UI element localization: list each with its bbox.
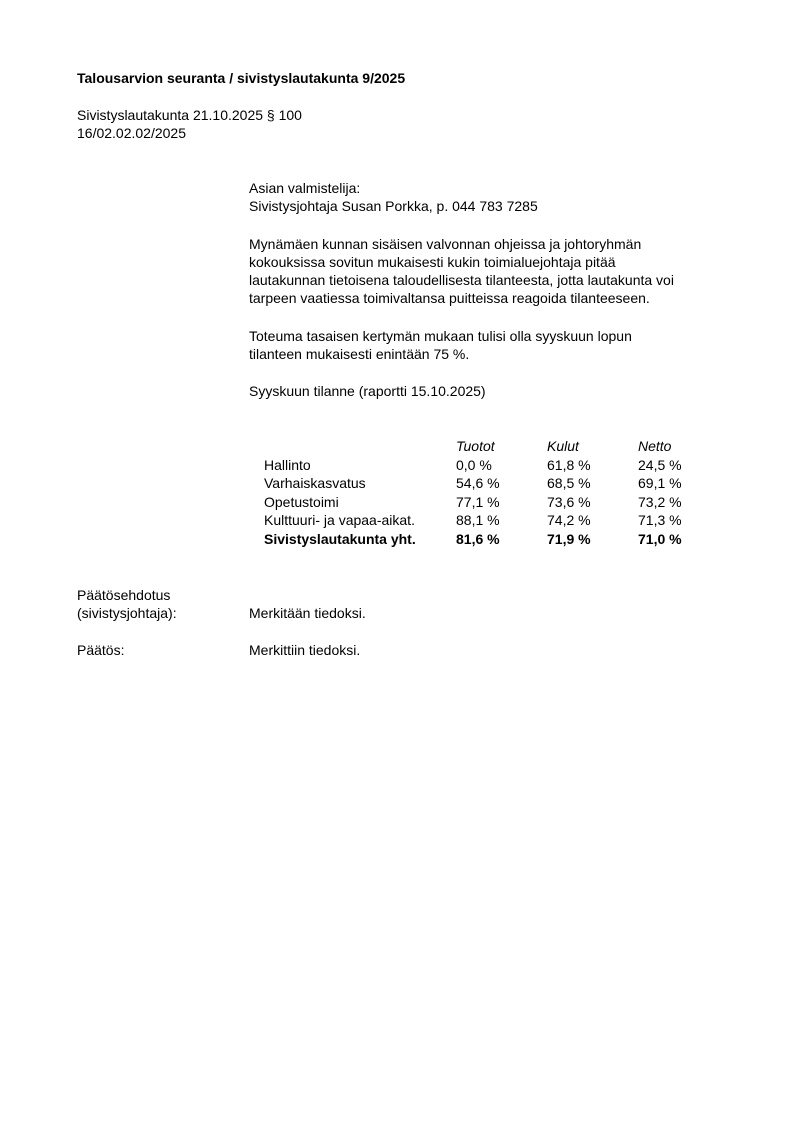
preparer-name: Sivistysjohtaja Susan Porkka, p. 044 783 7285 [249, 198, 538, 214]
decision-label: Päätös: [77, 642, 125, 658]
paragraph-target [249, 327, 632, 363]
table-row [262, 456, 698, 475]
row-label: Opetustoimi [264, 493, 339, 510]
cell-netto: 69,1 % [638, 475, 682, 491]
header-netto: Netto [638, 438, 672, 454]
results-table [262, 437, 698, 548]
total-netto: 71,0 % [638, 530, 682, 547]
row-label: Varhaiskasvatus [264, 475, 366, 491]
cell-kulut: 74,2 % [547, 512, 591, 528]
cell-netto: 24,5 % [638, 456, 682, 473]
document-title: Talousarvion seuranta / sivistyslautakunta 9/2025 [77, 70, 406, 86]
table-row [262, 511, 698, 530]
row-label: Hallinto [264, 456, 311, 473]
header-empty [262, 437, 456, 456]
cell-netto: 73,2 % [638, 493, 682, 510]
table-total-row [262, 530, 698, 549]
proposal-text: Merkitään tiedoksi. [249, 605, 366, 621]
paragraph-line: tilanteen mukaisesti enintään 75 %. [249, 346, 470, 362]
cell-tuotot: 0,0 % [456, 456, 492, 473]
cell-tuotot: 54,6 % [456, 475, 500, 491]
row-label: Kulttuuri- ja vapaa-aikat. [264, 512, 415, 528]
paragraph-line: Toteuma tasaisen kertymän mukaan tulisi olla syyskuun lopun [249, 328, 632, 344]
meeting-line: Sivistyslautakunta 21.10.2025 § 100 [77, 107, 302, 123]
table-header-row [262, 437, 698, 456]
paragraph-line: kokouksissa sovitun mukaisesti kukin toimialuejohtaja pitää [249, 254, 616, 270]
cell-netto: 71,3 % [638, 512, 682, 528]
total-label: Sivistyslautakunta yht. [264, 530, 416, 547]
preparer-label: Asian valmistelija: [249, 180, 361, 196]
cell-kulut: 61,8 % [547, 456, 591, 473]
total-kulut: 71,9 % [547, 530, 591, 547]
cell-tuotot: 77,1 % [456, 493, 500, 510]
cell-kulut: 73,6 % [547, 493, 591, 510]
paragraph-line: lautakunnan tietoisena taloudellisesta tilanteesta, jotta lautakunta voi [249, 272, 674, 288]
header-tuotot: Tuotot [456, 438, 495, 454]
record-number: 16/02.02.02/2025 [77, 125, 186, 141]
table-row [262, 474, 698, 493]
proposal-label-1: Päätösehdotus [77, 587, 171, 603]
total-tuotot: 81,6 % [456, 530, 500, 547]
decision-text: Merkittiin tiedoksi. [249, 642, 361, 658]
proposal-label-2: (sivistysjohtaja): [77, 605, 177, 621]
status-heading: Syyskuun tilanne (raportti 15.10.2025) [249, 383, 486, 399]
paragraph-control [249, 235, 674, 307]
header-kulut: Kulut [547, 438, 579, 454]
cell-tuotot: 88,1 % [456, 512, 500, 528]
paragraph-line: Mynämäen kunnan sisäisen valvonnan ohjeissa ja johtoryhmän [249, 236, 642, 252]
paragraph-line: tarpeen vaatiessa toimivaltansa puitteissa reagoida tilanteeseen. [249, 290, 650, 306]
table-row [262, 493, 698, 512]
cell-kulut: 68,5 % [547, 475, 591, 491]
